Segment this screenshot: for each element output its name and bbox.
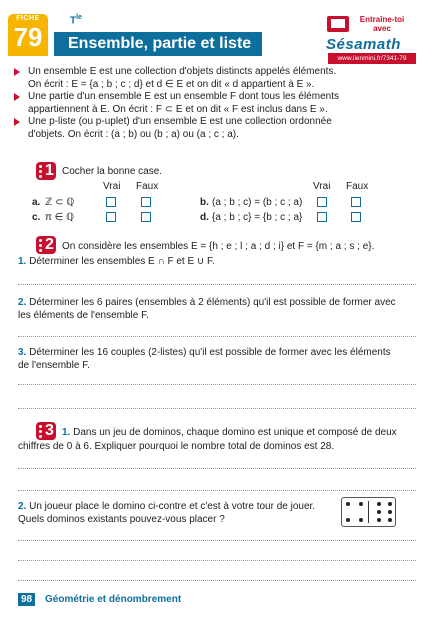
item-a-text: ℤ ⊂ ℚ — [45, 197, 75, 208]
col-vrai-left: Vrai — [103, 181, 121, 192]
intro-text: On écrit : E = {a ; b ; c ; d} et d ∈ E et on dit « d appartient à E ». — [28, 78, 315, 90]
answer-line[interactable] — [18, 336, 416, 337]
item-a-label: a. — [32, 197, 41, 208]
ex1-instruction: Cocher la bonne case. — [62, 166, 163, 177]
ex2-intro: On considère les ensembles E = {h ; e ; l ; a ; d ; i} et F = {m ; a ; s ; e}. — [62, 241, 375, 252]
col-faux-right: Faux — [346, 181, 369, 192]
item-d-faux-checkbox[interactable] — [351, 212, 361, 222]
level-badge: $T^{le}$ — [70, 14, 82, 27]
answer-line[interactable] — [18, 490, 416, 491]
answer-line[interactable] — [18, 284, 416, 285]
intro-text: Une p-liste (ou p-uplet) d'un ensemble E est une collection ordonnée — [28, 116, 332, 127]
bullet-icon — [14, 118, 20, 126]
exercise-1-badge: 1 — [36, 162, 56, 180]
answer-line[interactable] — [18, 408, 416, 409]
item-b-text: (a ; b ; c) = (b ; c ; a) — [212, 197, 303, 208]
item-b-vrai-checkbox[interactable] — [317, 197, 327, 207]
answer-line[interactable] — [18, 468, 416, 469]
computer-icon — [327, 16, 349, 32]
page-title: Ensemble, partie et liste — [68, 35, 252, 52]
item-b-label: b. — [200, 197, 209, 208]
intro-text: appartiennent à E. On écrit : F ⊂ E et on dit « F est inclus dans E ». — [28, 103, 328, 115]
item-d-vrai-checkbox[interactable] — [317, 212, 327, 222]
item-a-faux-checkbox[interactable] — [141, 197, 151, 207]
item-d-text: {a ; b ; c} = {b ; c ; a} — [212, 212, 303, 223]
bullet-icon — [14, 68, 20, 76]
intro-text: Un ensemble E est une collection d'objets distincts appelés éléments. — [28, 66, 337, 77]
fiche-number: 79 — [13, 22, 43, 52]
ex2-q1: 1. Déterminer les ensembles E ∩ F et E ∪ F. — [18, 256, 215, 267]
item-c-vrai-checkbox[interactable] — [106, 212, 116, 222]
sesamath-logo: Sésamath — [326, 36, 401, 53]
item-c-text: π ∈ ℚ — [45, 212, 75, 223]
item-d-label: d. — [200, 212, 209, 223]
item-a-vrai-checkbox[interactable] — [106, 197, 116, 207]
intro-bullet-3 — [28, 116, 408, 141]
answer-line[interactable] — [18, 560, 416, 561]
domino-image — [341, 497, 396, 527]
item-b-faux-checkbox[interactable] — [351, 197, 361, 207]
intro-text: Une partie d'un ensemble E est un ensemble F dont tous les éléments — [28, 91, 339, 102]
answer-line[interactable] — [18, 580, 416, 581]
intro-text: d'objets. On écrit : (a ; b) ou (b ; a) ou (a ; c ; a). — [28, 128, 239, 140]
intro-bullet-1 — [28, 66, 408, 91]
exercise-2-badge: 2 — [36, 236, 56, 254]
col-vrai-right: Vrai — [313, 181, 331, 192]
ex3-q1-cont: chiffres de 0 à 6. Expliquer pourquoi le nombre total de dominos est 28. — [18, 441, 335, 452]
item-c-label: c. — [32, 212, 41, 223]
answer-line[interactable] — [18, 384, 416, 385]
bullet-icon — [14, 93, 20, 101]
ex3-q2: 2. Un joueur place le domino ci-contre et c'est à votre tour de jouer. Quels dominos existants pouvez-vous placer ? — [18, 501, 316, 525]
sesamath-promo: Entraîne-toi avec — [359, 15, 405, 33]
answer-line[interactable] — [18, 540, 416, 541]
fiche-label: FICHE — [16, 15, 40, 22]
page-number: 98 — [18, 593, 35, 606]
ex3-q1: 1. Dans un jeu de dominos, chaque domino est unique et composé de deux — [62, 427, 397, 438]
sesamath-link[interactable]: www.lienmini.fr/7341-79 — [328, 53, 416, 64]
intro-bullet-2 — [28, 91, 408, 116]
exercise-3-badge: 3 — [36, 422, 56, 440]
ex2-q3: 3. Déterminer les 16 couples (2-listes) qu'il est possible de former avec les éléments de l'ensemble F. — [18, 347, 391, 371]
item-c-faux-checkbox[interactable] — [141, 212, 151, 222]
footer-section: Géométrie et dénombrement — [45, 594, 182, 605]
col-faux-left: Faux — [136, 181, 159, 192]
ex2-q2: 2. Déterminer les 6 paires (ensembles à 2 éléments) qu'il est possible de former avec les éléments de l'ensemble F. — [18, 297, 396, 321]
